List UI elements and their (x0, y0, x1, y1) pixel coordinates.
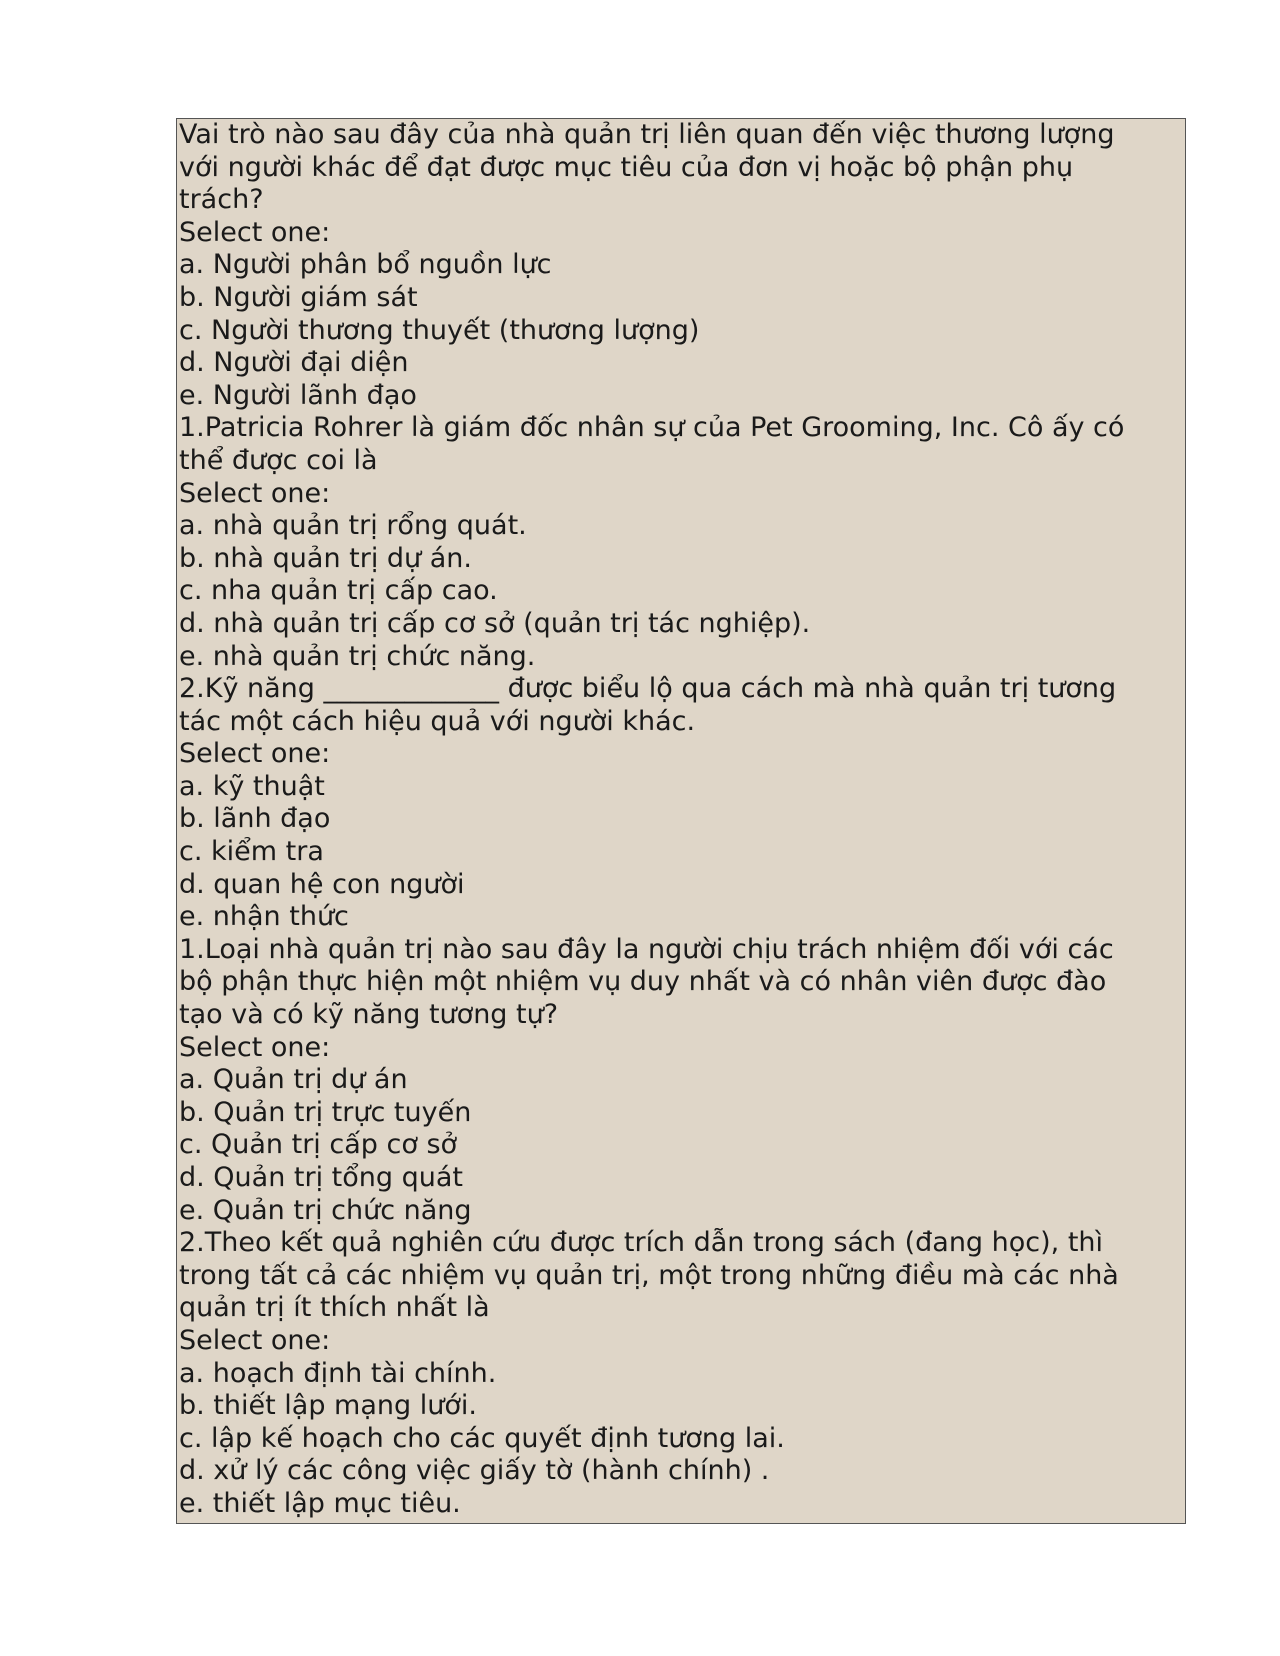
question-5-line-1: 2.Theo kết quả nghiên cứu được trích dẫn trong sách (đang học), thì (179, 1227, 1104, 1259)
quiz-text-box (176, 118, 1186, 1524)
question-4-line-3: tạo và có kỹ năng tương tự? (179, 999, 559, 1031)
question-2-line-2: thể được coi là (179, 444, 378, 476)
question-5-option-b: b. thiết lập mạng lưới. (179, 1390, 477, 1422)
question-3-option-c: c. kiểm tra (179, 836, 324, 868)
question-5-option-c: c. lập kế hoạch cho các quyết định tương lai. (179, 1422, 785, 1454)
question-2-option-e: e. nhà quản trị chức năng. (179, 640, 536, 672)
question-1-option-b: b. Người giám sát (179, 281, 418, 313)
question-3-option-a: a. kỹ thuật (179, 770, 325, 802)
question-4-option-b: b. Quản trị trực tuyến (179, 1096, 472, 1128)
question-4-select-prompt: Select one: (179, 1031, 331, 1063)
question-1-line-2: với người khác để đạt được mục tiêu của đơn vị hoặc bộ phận phụ (179, 151, 1074, 183)
question-1-option-e: e. Người lãnh đạo (179, 379, 417, 411)
question-1-line-3: trách? (179, 184, 264, 216)
question-2-select-prompt: Select one: (179, 477, 331, 509)
question-1-option-a: a. Người phân bổ nguồn lực (179, 249, 552, 281)
question-4-option-c: c. Quản trị cấp cơ sở (179, 1129, 458, 1161)
question-2-option-c: c. nha quản trị cấp cao. (179, 575, 498, 607)
question-4-option-a: a. Quản trị dự án (179, 1064, 408, 1096)
question-3-line-1: 2.Kỹ năng _____________ được biểu lộ qua cách mà nhà quản trị tương (179, 673, 1117, 705)
question-1-option-c: c. Người thương thuyết (thương lượng) (179, 314, 700, 346)
question-5-line-2: trong tất cả các nhiệm vụ quản trị, một trong những điều mà các nhà (179, 1259, 1119, 1291)
question-3-option-b: b. lãnh đạo (179, 803, 331, 835)
question-1-option-d: d. Người đại diện (179, 347, 409, 379)
question-3-select-prompt: Select one: (179, 738, 331, 770)
question-1-line-1: Vai trò nào sau đây của nhà quản trị liên quan đến việc thương lượng (179, 119, 1115, 150)
question-2-option-d: d. nhà quản trị cấp cơ sở (quản trị tác nghiệp). (179, 607, 811, 639)
question-5-option-a: a. hoạch định tài chính. (179, 1357, 497, 1389)
question-2-option-a: a. nhà quản trị rổng quát. (179, 510, 527, 542)
question-5-select-prompt: Select one: (179, 1324, 331, 1356)
question-2-line-1: 1.Patricia Rohrer là giám đốc nhân sự của Pet Grooming, Inc. Cô ấy có (179, 412, 1125, 444)
question-3-option-e: e. nhận thức (179, 901, 349, 933)
question-5-option-d: d. xử lý các công việc giấy tờ (hành chính) . (179, 1455, 770, 1487)
question-4-line-2: bộ phận thực hiện một nhiệm vụ duy nhất và có nhân viên được đào (179, 966, 1107, 998)
question-4-option-d: d. Quản trị tổng quát (179, 1162, 464, 1193)
question-3-option-d: d. quan hệ con người (179, 868, 465, 900)
question-4-line-1: 1.Loại nhà quản trị nào sau đây la người chịu trách nhiệm đối với các (179, 933, 1114, 965)
question-2-option-b: b. nhà quản trị dự án. (179, 542, 472, 574)
question-5-line-3: quản trị ít thích nhất là (179, 1292, 490, 1324)
question-1-select-prompt: Select one: (179, 216, 331, 248)
question-4-option-e: e. Quản trị chức năng (179, 1194, 472, 1226)
question-3-line-2: tác một cách hiệu quả với người khác. (179, 705, 696, 737)
question-5-option-e: e. thiết lập mục tiêu. (179, 1487, 461, 1519)
